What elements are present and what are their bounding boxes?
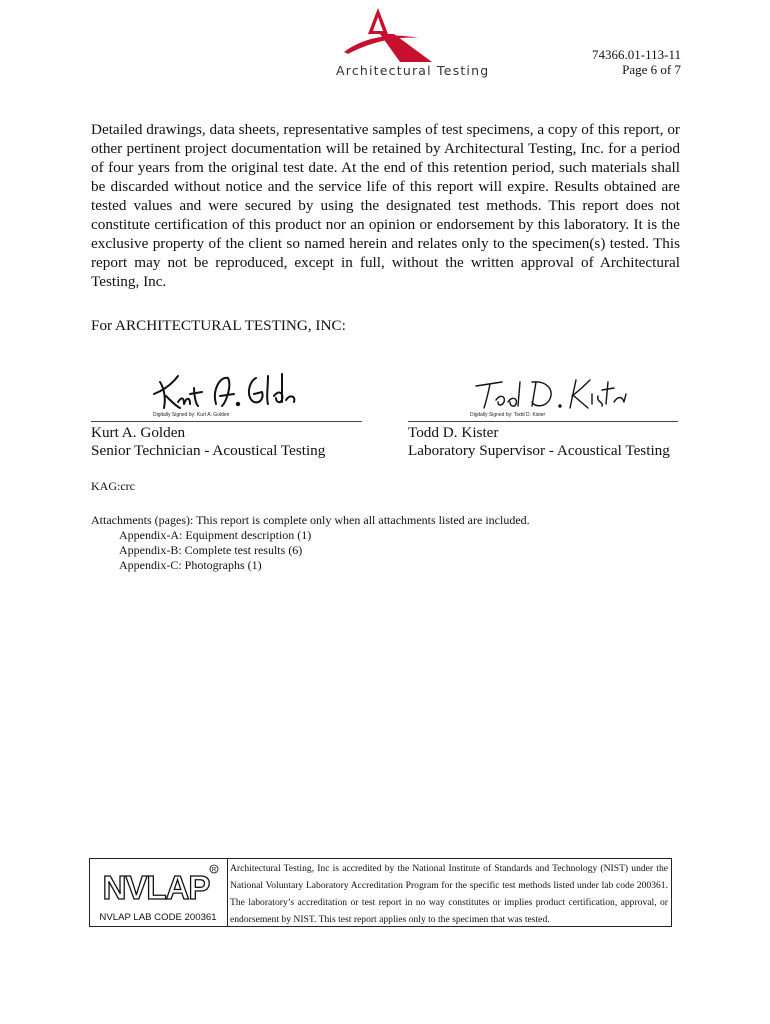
- accreditation-statement: Architectural Testing, Inc is accredited by the National Institute of Standards and Technology (NIST) under the National Voluntary Laboratory Accreditation Program for the specific test methods listed under lab code 200361. The laboratory’s accreditation or test report in no way constitutes or implies product certification, approval, or endorsement by NIST. This test report applies only to the specimen that was tested.: [230, 863, 668, 925]
- nvlap-lab-code: NVLAP LAB CODE 200361: [99, 912, 217, 923]
- signer-title: Laboratory Supervisor - Acoustical Testing: [408, 442, 670, 459]
- brand-name: Architectural Testing: [336, 63, 490, 78]
- appendix-item: Appendix-C: Photographs (1): [119, 558, 262, 572]
- report-number: 74366.01-113-11: [592, 47, 681, 62]
- nvlap-logo-icon: [98, 863, 220, 909]
- typist-initials: KAG:crc: [91, 479, 135, 493]
- handwritten-signature-golden: [150, 368, 300, 412]
- nvlap-logo-text: NVLAP: [102, 869, 210, 906]
- retention-paragraph: Detailed drawings, data sheets, representative samples of test specimens, a copy of this report, or other pertinent project documentation will be retained by Architectural Testing, Inc. for a period of four years from the original test date. At the end of this retention period, such materials shall be discarded without notice and the service life of this report will expire. Results obtained are tested values and were secured by using the designated test methods. This report does not constitute certification of this product nor an opinion or endorsement by this laboratory. It is the exclusive property of the client so named herein and relates only to the specimen(s) tested. This report may not be reproduced, except in full, without the written approval of Architectural Testing, Inc.: [91, 121, 680, 290]
- accreditation-box: [89, 858, 672, 927]
- architectural-testing-logo-icon: [338, 4, 458, 64]
- signature-line: [408, 421, 678, 422]
- signer-name: Todd D. Kister: [408, 424, 499, 441]
- company-signature-heading: For ARCHITECTURAL TESTING, INC:: [91, 317, 346, 334]
- svg-text:R: R: [211, 867, 217, 874]
- signer-name: Kurt A. Golden: [91, 424, 186, 441]
- signer-title: Senior Technician - Acoustical Testing: [91, 442, 326, 459]
- digital-signature-caption: Digitally Signed by: Todd D. Kister: [470, 412, 546, 418]
- appendix-item: Appendix-A: Equipment description (1): [119, 528, 312, 542]
- digital-signature-caption: Digitally Signed by: Kurt A. Golden: [153, 412, 230, 418]
- handwritten-signature-kister: [472, 372, 630, 412]
- signature-line: [91, 421, 362, 422]
- appendix-item: Appendix-B: Complete test results (6): [119, 543, 303, 557]
- page-indicator: Page 6 of 7: [622, 62, 681, 77]
- nvlap-panel: [90, 859, 228, 926]
- attachments-intro: Attachments (pages): This report is complete only when all attachments listed are included.: [91, 513, 530, 527]
